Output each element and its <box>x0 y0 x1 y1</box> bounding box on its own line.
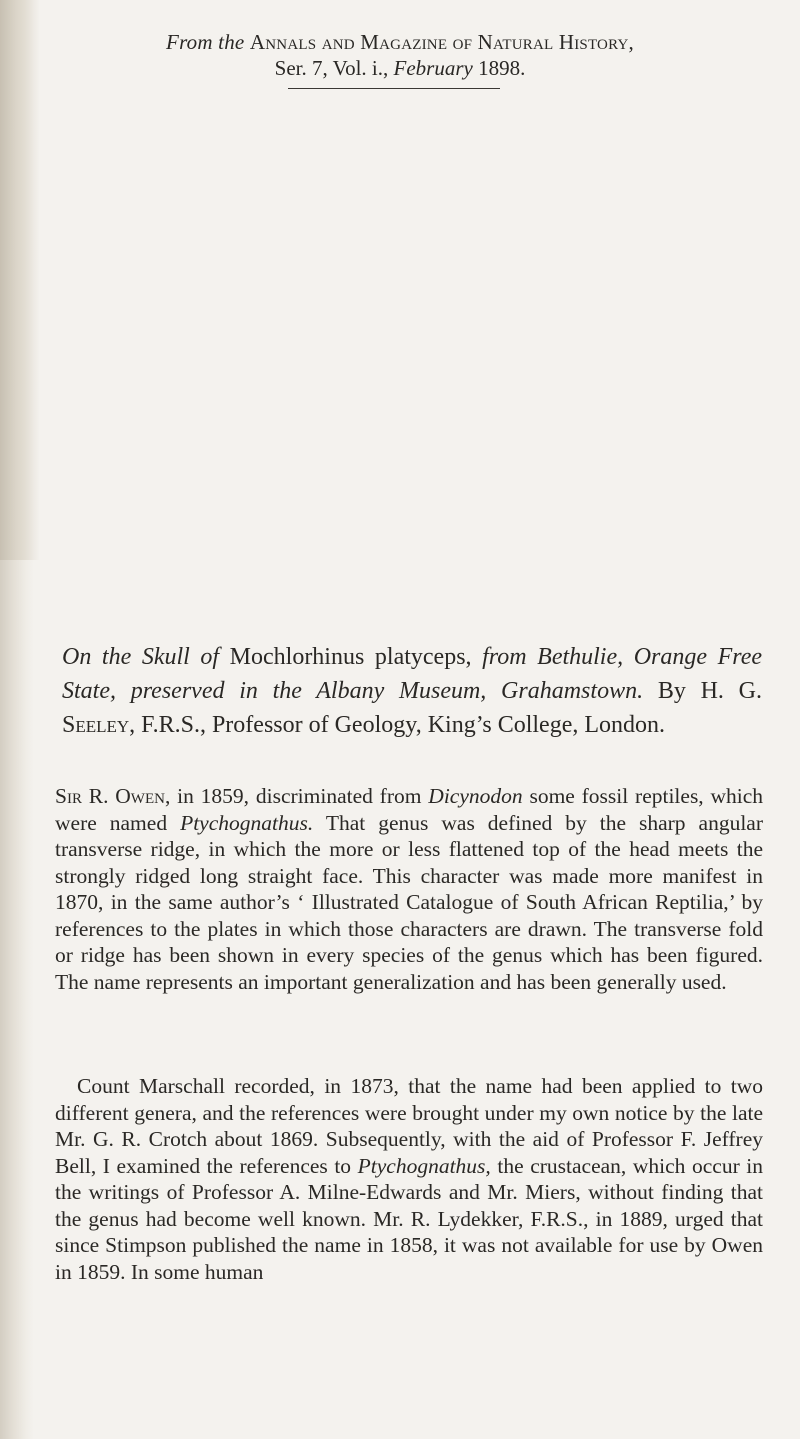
body-paragraph-1 <box>55 783 763 995</box>
header-journal-name: Annals and Magazine of Natural History, <box>249 30 634 54</box>
title-part-3: from Bethulie, Orange Free State, preserved in the Albany Museum, Grahamstown. <box>62 644 763 704</box>
para2-ptychognathus: Ptychognathus, <box>357 1153 491 1178</box>
para1-dicynodon: Dicynodon <box>428 784 523 808</box>
title-author-prefix: By H. G. <box>657 678 762 704</box>
para1-ptychognathus: Ptychognathus. <box>180 810 314 835</box>
title-author-name: Seeley, <box>62 712 136 738</box>
para1-text-b: in 1859, discriminated from <box>177 784 422 808</box>
title-author-affiliation: F.R.S., Professor of Geology, King’s College, London. <box>141 712 666 738</box>
body-paragraph-2 <box>55 1073 763 1285</box>
journal-header-line1 <box>0 30 800 54</box>
para2-text-c: the crustacean, which occur in the writings of Professor A. Milne-Edwards and Mr. Miers, without finding that the genus had become well known. Mr. R. Lydekker, F.R.S., in 1889, urged that since Stimpson published the name in 1858, it was not available for use by Owen in 1859. In some human <box>55 1153 764 1284</box>
header-series: Ser. 7, Vol. i., <box>274 56 389 80</box>
journal-header-line2 <box>0 56 800 80</box>
page-spine-shadow-top <box>0 0 40 560</box>
para2-text-a: Count Marschall recorded, in 1873, that the name had been applied to two different genera, and the references were brought under my own notice by the late Mr. G. R. Crotch about 1869. Subsequently, with the aid of Professor F. Jeffrey Bell, I examined the references to <box>55 1074 763 1178</box>
para1-text-d: some fossil reptiles, which were named <box>55 784 764 835</box>
header-from: From the <box>166 30 245 54</box>
header-date: February <box>393 56 473 80</box>
title-part-1: On the Skull of <box>62 644 220 670</box>
para1-owen: Sir R. Owen, <box>55 784 171 808</box>
para1-text-f: That genus was defined by the sharp angular transverse ridge, in which the more or less flattened top of the head meets the strongly ridged long straight face. This character was made more manifest in 1870, in the same author’s ‘ Illustrated Catalogue of South African Reptilia,’ by references to the plates in which those characters are drawn. The transverse fold or ridge has been shown in every species of the genus which has been figured. The name represents an important generalization and has been generally used. <box>55 810 763 994</box>
header-year: 1898. <box>478 56 526 80</box>
header-rule <box>288 88 500 89</box>
article-title <box>62 640 762 742</box>
title-genus-name: Mochlorhinus platyceps, <box>229 644 472 670</box>
journal-header <box>0 30 800 80</box>
